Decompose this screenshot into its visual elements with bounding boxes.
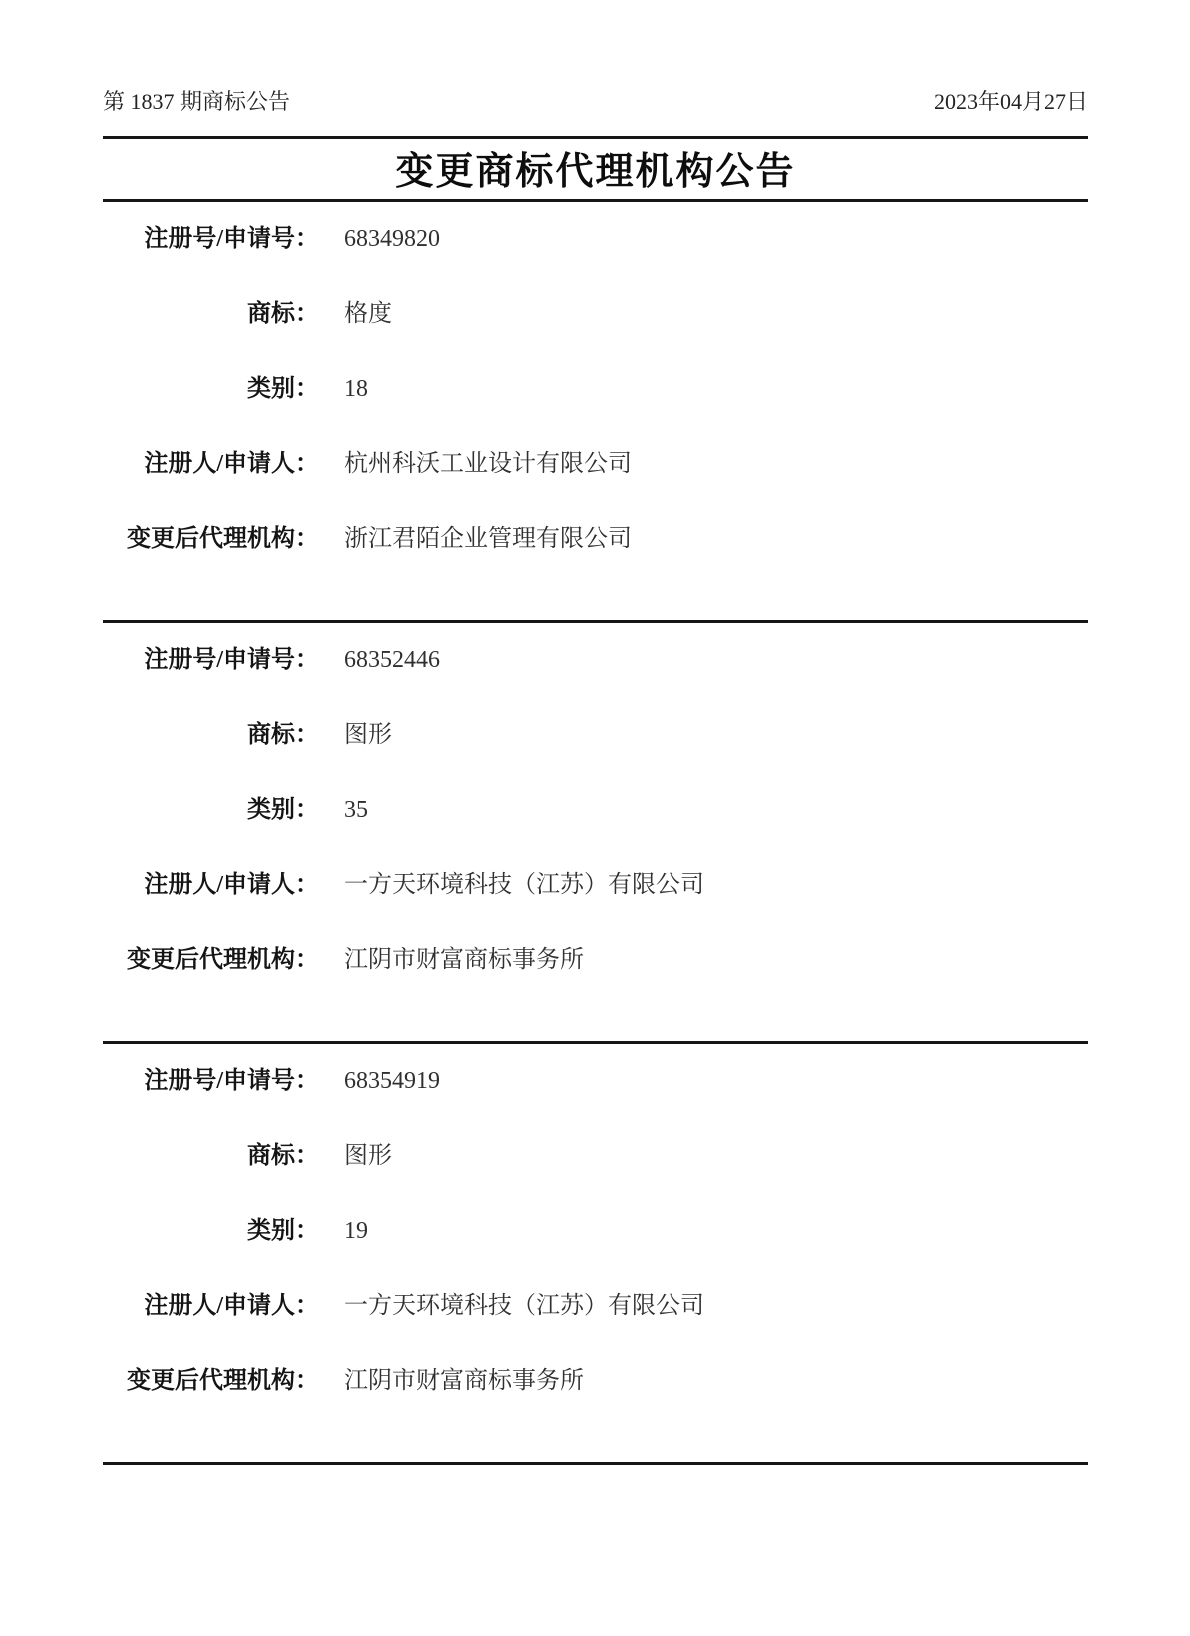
trademark-record [103, 1044, 1088, 1462]
field-label: 注册人/申请人： [144, 451, 319, 477]
record-row-registrant [103, 870, 1088, 945]
field-label: 类别： [247, 376, 319, 402]
record-row-new-agency [103, 945, 1088, 1020]
field-value: 68352446 [344, 647, 440, 673]
trademark-record [103, 623, 1088, 1041]
record-divider [103, 1462, 1088, 1465]
field-value: 江阴市财富商标事务所 [344, 947, 584, 973]
field-label: 商标： [247, 301, 319, 327]
field-value: 68354919 [344, 1068, 440, 1094]
gazette-date-label: 2023年04月27日 [933, 89, 1088, 114]
field-value: 杭州科沃工业设计有限公司 [344, 451, 632, 477]
field-value: 一方天环境科技（江苏）有限公司 [344, 1293, 704, 1319]
record-row-trademark [103, 720, 1088, 795]
record-row-class-no [103, 374, 1088, 449]
field-label: 变更后代理机构： [127, 1368, 319, 1394]
field-value: 图形 [344, 722, 392, 748]
record-row-reg-no [103, 224, 1088, 299]
field-label: 类别： [247, 1218, 319, 1244]
field-label: 商标： [247, 1143, 319, 1169]
field-label: 商标： [247, 722, 319, 748]
field-value: 一方天环境科技（江苏）有限公司 [344, 872, 704, 898]
field-value: 浙江君陌企业管理有限公司 [344, 526, 632, 552]
gazette-issue-label: 第 1837 期商标公告 [103, 89, 291, 114]
field-label: 变更后代理机构： [127, 526, 319, 552]
field-label: 变更后代理机构： [127, 947, 319, 973]
record-row-class-no [103, 795, 1088, 870]
record-row-new-agency [103, 524, 1088, 599]
page-header [103, 0, 1088, 136]
field-label: 注册人/申请人： [144, 1293, 319, 1319]
field-value: 35 [344, 797, 368, 823]
record-row-reg-no [103, 645, 1088, 720]
record-row-trademark [103, 299, 1088, 374]
field-value: 格度 [344, 301, 392, 327]
field-value: 19 [344, 1218, 368, 1244]
field-label: 注册号/申请号： [144, 1068, 319, 1094]
field-label: 注册人/申请人： [144, 872, 319, 898]
field-label: 类别： [247, 797, 319, 823]
field-label: 注册号/申请号： [144, 226, 319, 252]
record-row-registrant [103, 449, 1088, 524]
record-row-reg-no [103, 1066, 1088, 1141]
field-label: 注册号/申请号： [144, 647, 319, 673]
records-list [103, 202, 1088, 1465]
field-value: 江阴市财富商标事务所 [344, 1368, 584, 1394]
record-row-trademark [103, 1141, 1088, 1216]
field-value: 68349820 [344, 226, 440, 252]
field-value: 18 [344, 376, 368, 402]
trademark-record [103, 202, 1088, 620]
field-value: 图形 [344, 1143, 392, 1169]
announcement-title: 变更商标代理机构公告 [395, 151, 796, 193]
record-row-registrant [103, 1291, 1088, 1366]
record-row-class-no [103, 1216, 1088, 1291]
record-row-new-agency [103, 1366, 1088, 1441]
